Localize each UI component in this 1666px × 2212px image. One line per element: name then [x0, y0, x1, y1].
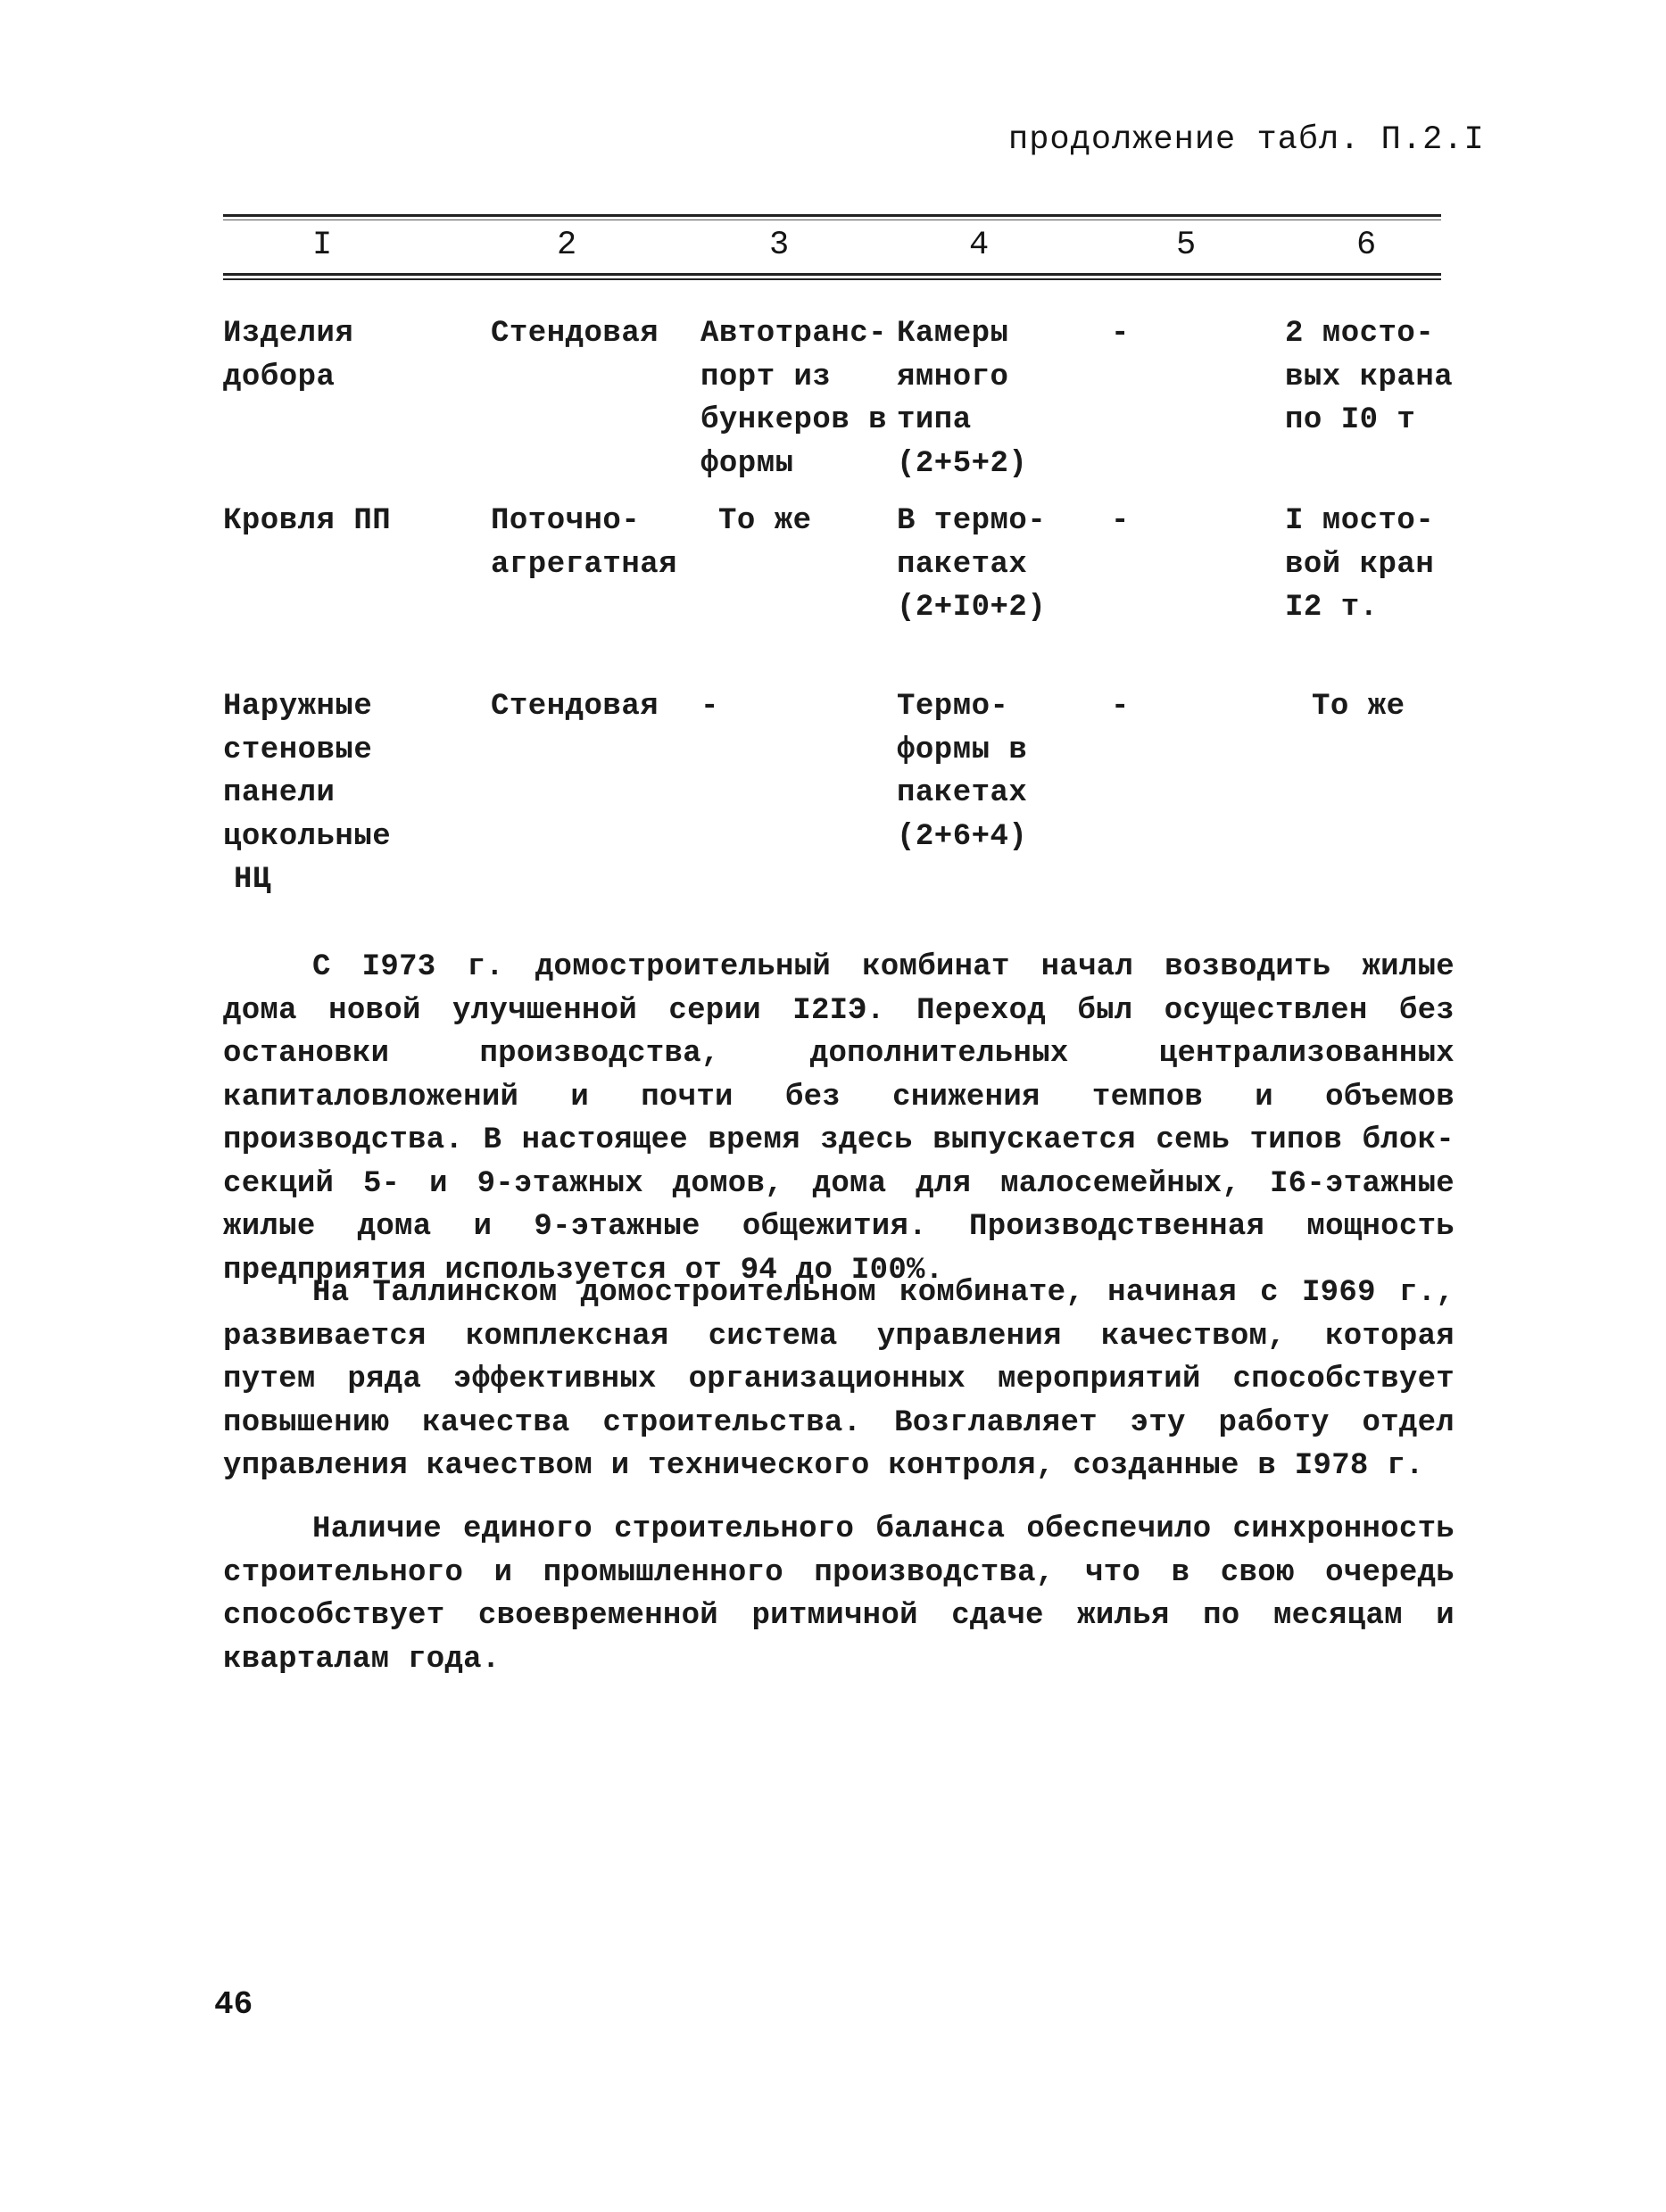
- table-header-col-4: 4: [969, 227, 990, 264]
- table-cell: [491, 500, 677, 586]
- cell-line: Изделия: [223, 317, 354, 351]
- table-cell: [491, 685, 659, 729]
- cell-line: НЦ: [234, 863, 271, 897]
- cell-line: пакетах: [897, 776, 1028, 810]
- cell-line: Поточно-: [491, 504, 641, 538]
- table-cell: [897, 685, 1027, 858]
- cell-line: Камеры: [897, 317, 1009, 351]
- table-caption: продолжение табл. П.2.I: [1008, 121, 1485, 159]
- cell-line: панели: [223, 776, 336, 810]
- table-header-col-6: 6: [1356, 227, 1377, 264]
- table-header-col-3: 3: [769, 227, 790, 264]
- table-cell: [897, 312, 1027, 485]
- table-cell: [897, 500, 1046, 630]
- table-cell: [223, 500, 391, 543]
- table-cell: [1285, 312, 1453, 443]
- table-top-rule: [223, 214, 1441, 217]
- table-header-col-1: I: [312, 227, 333, 264]
- table-cell: [1111, 312, 1130, 356]
- cell-line: -: [1111, 317, 1130, 351]
- table-cell: [718, 500, 812, 543]
- cell-line: То же: [1312, 690, 1405, 724]
- cell-line: (2+6+4): [897, 819, 1028, 854]
- cell-line: формы: [700, 446, 794, 481]
- body-paragraph-2: На Таллинском домостроительном комбинате, начиная с I969 г., развивается комплексная система управления качеством, которая путем ряда эффективных организационных мероприятий способствует повышению качества строительства. Возглавляет эту работу отдел управления качеством и технического контроля, созданные в I978 г.: [223, 1276, 1455, 1483]
- table-cell: [1111, 500, 1130, 543]
- cell-line: пакетах: [897, 547, 1028, 582]
- cell-line: Стендовая: [491, 317, 659, 351]
- cell-line: бункеров в: [700, 403, 888, 437]
- cell-line: I мосто-: [1285, 504, 1435, 538]
- cell-line: 2 мосто-: [1285, 317, 1435, 351]
- body-paragraph-1: С I973 г. домостроительный комбинат начал возводить жилые дома новой улучшенной серии I2IЭ. Переход был осуществлен без остановки производства, дополнительных централизованных капиталовложений и почти без снижения темпов и объемов производства. В настоящее время здесь выпускается семь типов блок-секций 5- и 9-этажных домов, дома для малосемейных, I6-этажные жилые дома и 9-этажные общежития. Производственная мощность предприятия используется от 94 до I00%.: [223, 950, 1455, 1288]
- cell-line: Стендовая: [491, 690, 659, 724]
- cell-line: Термо-: [897, 690, 1009, 724]
- body-paragraph-3: Наличие единого строительного баланса обеспечило синхронность строительного и промышленного производства, что в свою очередь способствует своевременной ритмичной сдаче жилья по месяцам и кварталам года.: [223, 1512, 1455, 1677]
- cell-line: -: [700, 690, 719, 724]
- cell-line: То же: [718, 504, 812, 538]
- table-header-rule-thin: [223, 278, 1441, 280]
- cell-line: В термо-: [897, 504, 1047, 538]
- table-cell: [223, 685, 391, 902]
- page-number: 46: [214, 1986, 253, 2023]
- cell-line: ямного: [897, 360, 1009, 394]
- cell-line: Наружные: [223, 690, 373, 724]
- table-cell: [1285, 500, 1434, 630]
- cell-line: Кровля ПП: [223, 504, 392, 538]
- cell-line: по I0 т: [1285, 403, 1416, 437]
- cell-line: типа: [897, 403, 972, 437]
- table-header-col-2: 2: [557, 227, 577, 264]
- table-header-rule: [223, 273, 1441, 276]
- cell-line: I2 т.: [1285, 591, 1379, 625]
- table-header-col-5: 5: [1176, 227, 1197, 264]
- cell-line: цокольные: [223, 819, 392, 854]
- cell-line: формы в: [897, 733, 1028, 767]
- table-cell: [491, 312, 659, 356]
- table-cell: [223, 312, 353, 399]
- table-cell: [1312, 685, 1405, 729]
- cell-line: добора: [223, 360, 336, 394]
- cell-line: (2+5+2): [897, 446, 1028, 481]
- cell-line: -: [1111, 690, 1130, 724]
- cell-line: агрегатная: [491, 547, 678, 582]
- cell-line: стеновые: [223, 733, 373, 767]
- cell-line: вой кран: [1285, 547, 1435, 582]
- cell-line: Автотранс-: [700, 317, 888, 351]
- table-cell: [1111, 685, 1130, 729]
- cell-line: -: [1111, 504, 1130, 538]
- table-cell: [700, 312, 887, 485]
- cell-line: порт из: [700, 360, 832, 394]
- table-cell: [700, 685, 719, 729]
- cell-line: (2+I0+2): [897, 591, 1047, 625]
- cell-line: вых крана: [1285, 360, 1454, 394]
